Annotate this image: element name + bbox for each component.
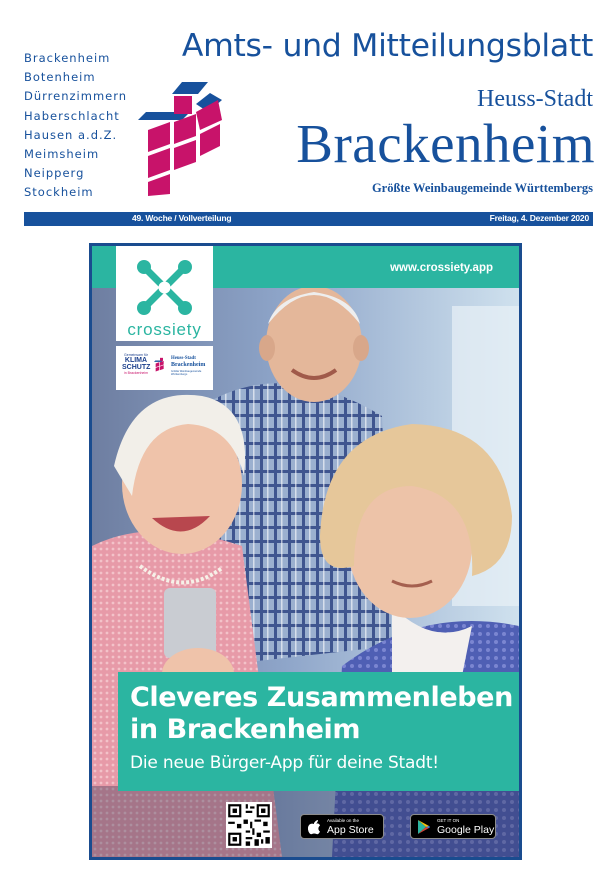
advert-subline: Die neue Bürger-App für deine Stadt! [130,753,439,773]
district-item: Brackenheim [24,51,111,65]
qr-code-icon[interactable] [226,802,272,848]
district-list [24,49,127,203]
crossiety-logo-icon [136,259,193,316]
district-item: Hausen a.d.Z. [24,127,118,142]
issue-week: 49. Woche / Vollverteilung [132,213,232,223]
partner-city-name: Brackenheim [171,362,206,368]
headline-line-2: in Brackenheim [130,714,361,745]
app-store-caption: Available on the [327,818,359,823]
crossiety-logo-panel [116,246,213,341]
issue-date: Freitag, 4. Dezember 2020 [489,213,589,223]
klima-badge-bottom: in Brackenheim [123,371,149,375]
app-store-label: App Store [327,824,374,836]
city-name: Brackenheim [296,113,595,174]
klimaschutz-badge [122,353,150,375]
advert-headline [130,682,513,746]
district-item: Stockheim [24,185,94,200]
city-prefix: Heuss-Stadt [477,86,593,112]
district-item: Haberschlacht [24,108,120,123]
district-item: Neipperg [24,166,85,181]
district-item: Dürrenzimmern [24,89,128,104]
klima-badge-top: Gemeinsam für [124,353,148,357]
district-item: Botenheim [24,70,96,85]
brackenheim-crest-icon [138,82,222,196]
advert-url-link[interactable]: www.crossiety.app [390,262,493,274]
brackenheim-crest-icon [154,355,168,375]
issue-bar [24,212,593,226]
headline-line-1: Cleveres Zusammenleben [130,682,513,713]
crossiety-advert [89,243,522,860]
klima-badge-klima: KLIMA [124,357,148,364]
district-item: Meimsheim [24,147,100,162]
partner-city-prefix: Heuss-Stadt [171,356,196,361]
google-play-caption: GET IT ON [437,818,460,823]
app-store-button[interactable] [300,814,384,839]
klima-badge-schutz: SCHUTZ [122,364,151,371]
advert-headline-box [118,672,522,791]
google-play-icon [417,819,431,835]
apple-icon [307,819,321,835]
crossiety-wordmark: crossiety [127,320,202,339]
gazette-title: Amts- und Mitteilungsblatt [181,28,593,64]
google-play-button[interactable] [410,814,496,839]
google-play-label: Google Play [437,824,495,836]
partner-city-tagline: Größte Weinbaugemeinde Württembergs [171,370,202,376]
city-tagline: Größte Weinbaugemeinde Württembergs [371,181,593,195]
partner-logos [116,346,213,390]
